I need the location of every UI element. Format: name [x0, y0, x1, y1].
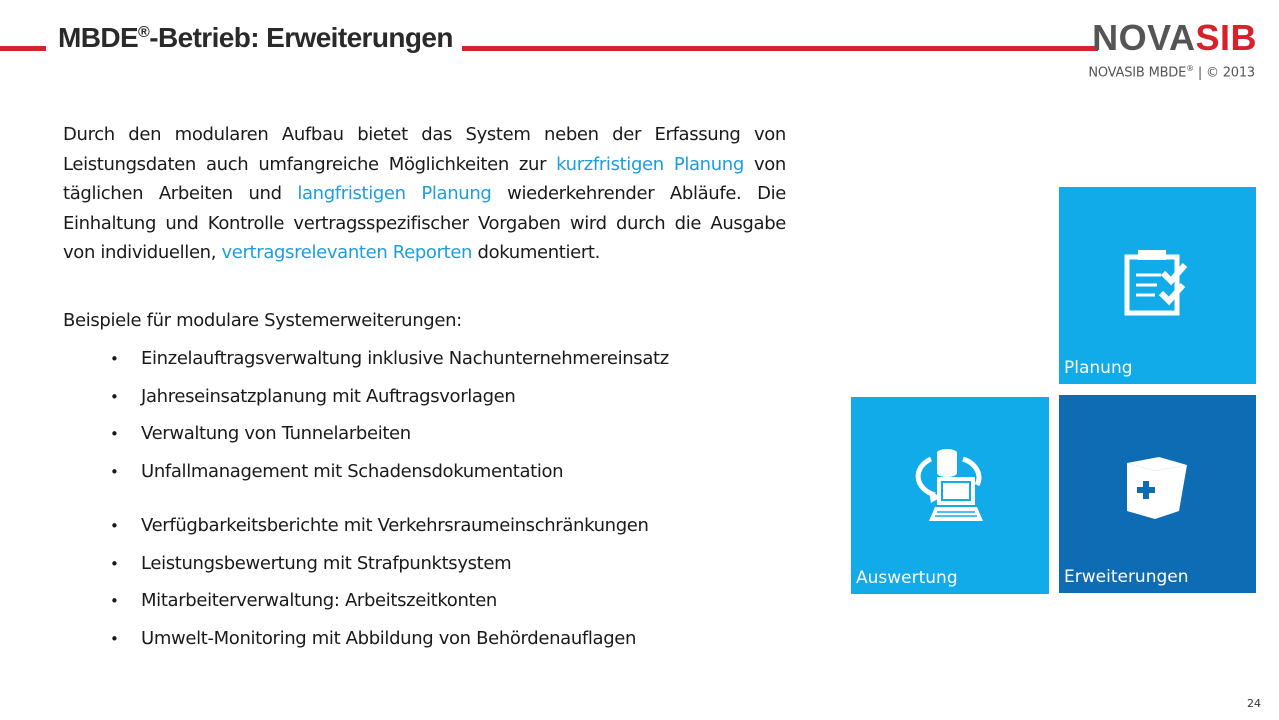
page-title: MBDE®-Betrieb: Erweiterungen — [58, 22, 453, 53]
header-rule-left — [0, 46, 46, 51]
product-copyright-line: NOVASIB MBDE® | © 2013 — [1088, 64, 1255, 81]
list-item: • Verwaltung von Tunnelarbeiten — [110, 419, 669, 457]
list-item: • Einzelauftragsverwaltung inklusive Nachunternehmereinsatz — [110, 344, 669, 382]
list-item: • Mitarbeiterverwaltung: Arbeitszeitkonten — [110, 586, 669, 624]
extension-list — [110, 344, 669, 661]
tile-planung — [1059, 187, 1256, 384]
tile-auswertung — [851, 397, 1049, 594]
list-item: • Leistungsbewertung mit Strafpunktsystem — [110, 549, 669, 587]
list-item: • Umwelt-Monitoring mit Abbildung von Behördenauflagen — [110, 624, 669, 662]
examples-heading: Beispiele für modulare Systemerweiterungen: — [63, 310, 462, 331]
page-number: 24 — [1247, 697, 1261, 710]
tile-label-erweiterungen: Erweiterungen — [1064, 567, 1189, 587]
highlight-long-term-planning: langfristigen Planung — [297, 183, 492, 204]
tile-label-auswertung: Auswertung — [856, 568, 958, 588]
list-item: • Jahreseinsatzplanung mit Auftragsvorlagen — [110, 382, 669, 420]
intro-paragraph: Durch den modularen Aufbau bietet das System neben der Erfassung von Leistungsdaten auch umfangreiche Möglichkeiten zur kurzfristigen Planung von täglichen Arbeiten und langfristigen Planung wiederkehrender Abläufe. Die Einhaltung und Kontrolle vertragsspezifischer Vorgaben wird durch die Ausgabe von individuellen, vertragsrelevanten Reporten dokumentiert. — [63, 124, 786, 263]
header-rule-right — [462, 46, 1098, 51]
add-package-icon — [1121, 453, 1193, 525]
highlight-contract-reports: vertragsrelevanten Reporten — [221, 242, 473, 263]
list-item: • Verfügbarkeitsberichte mit Verkehrsraumeinschränkungen — [110, 511, 669, 549]
highlight-short-term-planning: kurzfristigen Planung — [556, 153, 744, 175]
tile-label-planung: Planung — [1064, 358, 1133, 378]
tile-erweiterungen — [1059, 395, 1256, 593]
database-sync-icon — [913, 445, 993, 527]
checklist-icon — [1121, 247, 1203, 317]
novasib-logo: NOVASIB — [1092, 17, 1257, 58]
list-item: • Unfallmanagement mit Schadensdokumentation — [110, 457, 669, 495]
